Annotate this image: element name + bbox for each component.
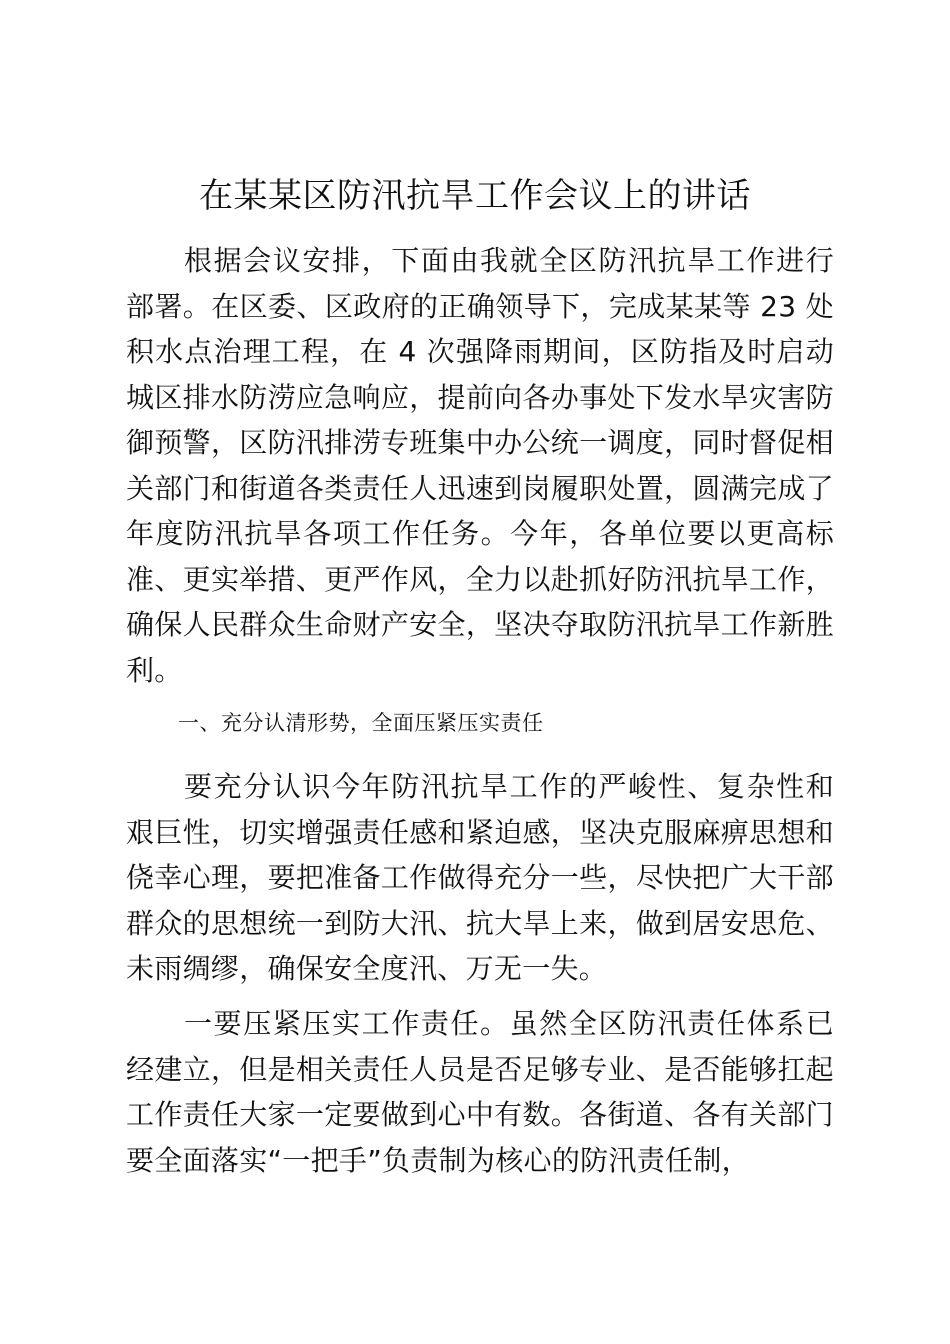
body-paragraph: 要充分认识今年防汛抗旱工作的严峻性、复杂性和艰巨性，切实增强责任感和紧迫感，坚决克服麻痹思想和侥幸心理，要把准备工作做得充分一些，尽快把广大干部群众的思想统一到防大汛、抗大旱上来，做到居安思危、未雨绸缪，确保安全度汛、万无一失。 — [126, 770, 834, 985]
document-title: 在某某区防汛抗旱工作会议上的讲话 — [199, 176, 751, 216]
body-paragraph: 一要压紧压实工作责任。虽然全区防汛责任体系已经建立，但是相关责任人员是否足够专业、是否能够扛起工作责任大家一定要做到心中有数。各街道、各有关部门要全面落实“一把手”负责制为核心的防汛责任制， — [126, 1007, 834, 1177]
body-paragraph: 根据会议安排，下面由我就全区防汛抗旱工作进行部署。在区委、区政府的正确领导下，完成某某等 23 处积水点治理工程，在 4 次强降雨期间，区防指及时启动城区排水防涝应急响应，提前向各办事处下发水旱灾害防御预警，区防汛排涝专班集中办公统一调度，同时督促相关部门和街道各类责任人迅速到岗履职处置，圆满完成了年度防汛抗旱各项工作任务。今年，各单位要以更高标准、更实举措、更严作风，全力以赴抓好防汛抗旱工作，确保人民群众生命财产安全，坚决夺取防汛抗旱工作新胜利。 — [126, 244, 834, 687]
section-heading: 一、充分认清形势，全面压紧压实责任 — [178, 711, 544, 735]
